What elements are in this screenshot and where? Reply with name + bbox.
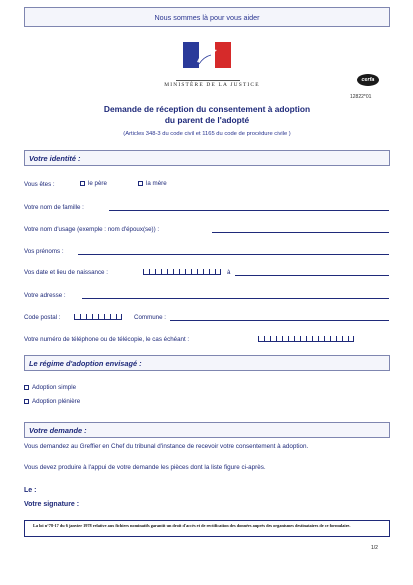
section-regime	[24, 355, 390, 371]
option-pere-label: le père	[88, 180, 107, 187]
checkbox-pleniere[interactable]	[24, 399, 29, 404]
form-title	[24, 104, 390, 125]
adresse-label: Votre adresse :	[24, 292, 66, 299]
checkbox-simple[interactable]	[24, 385, 29, 390]
prenoms-label: Vos prénoms :	[24, 248, 64, 255]
help-banner-text: Nous sommes là pour vous aider	[154, 12, 260, 22]
demande-paragraph-1: Vous demandez au Greffier en Chef du tribunal d'instance de recevoir votre consentement à adoption.	[24, 443, 309, 450]
cerfa-logo	[357, 74, 379, 86]
section-regime-title: Le régime d'adoption envisagé :	[29, 358, 142, 368]
section-identity-title: Votre identité :	[29, 153, 81, 163]
telephone-label: Votre numéro de téléphone ou de télécopie, le cas échéant :	[24, 336, 190, 343]
commune-label: Commune :	[134, 314, 166, 321]
section-demande	[24, 422, 390, 438]
option-simple-label: Adoption simple	[32, 384, 77, 391]
ministry-name: MINISTÈRE DE LA JUSTICE	[164, 82, 260, 88]
checkbox-pere[interactable]	[80, 181, 85, 186]
code-postal-boxes[interactable]	[74, 313, 122, 320]
option-pleniere-label: Adoption plénière	[32, 398, 81, 405]
help-banner	[24, 7, 390, 27]
form-title-line1: Demande de réception du consentement à adoption	[103, 104, 311, 114]
form-title-line2: du parent de l'adopté	[164, 114, 250, 125]
cerfa-number: 12822*01	[350, 94, 372, 100]
cnil-notice-text: La loi n°78-17 du 6 janvier 1978 relative aux fichiers nominatifs garantit un droit d'accès et de rectification des données auprès des organismes destinataires de ce formulaire.	[33, 523, 351, 528]
signature-label: Votre signature :	[24, 501, 80, 508]
adresse-input[interactable]	[82, 298, 389, 299]
naissance-a-label: à	[227, 269, 231, 276]
nom-famille-input[interactable]	[109, 210, 389, 211]
option-mere[interactable]	[138, 180, 167, 187]
option-pere[interactable]	[80, 180, 107, 187]
checkbox-mere[interactable]	[138, 181, 143, 186]
naissance-lieu-input[interactable]	[235, 275, 389, 276]
option-mere-label: la mère	[146, 180, 167, 187]
page-number: 1/2	[371, 545, 378, 551]
gender-field	[24, 181, 55, 188]
commune-input[interactable]	[170, 320, 389, 321]
marianne-logo-icon	[183, 42, 231, 68]
cerfa-logo-text: cerfa	[361, 77, 375, 83]
cnil-notice	[24, 520, 390, 537]
option-simple[interactable]	[24, 384, 76, 391]
gender-label: Vous êtes :	[24, 181, 55, 188]
nom-usage-label: Votre nom d'usage (exemple : nom d'époux(se)) :	[24, 226, 160, 233]
nom-usage-input[interactable]	[212, 232, 389, 233]
section-demande-title: Votre demande :	[29, 425, 87, 435]
naissance-label: Vos date et lieu de naissance :	[24, 269, 108, 276]
demande-paragraph-2: Vous devez produire à l'appui de votre demande les pièces dont la liste figure ci-après.	[24, 464, 266, 471]
option-pleniere[interactable]	[24, 398, 80, 405]
telephone-boxes[interactable]	[258, 335, 354, 342]
prenoms-input[interactable]	[78, 254, 389, 255]
form-subtitle: (Articles 348-3 du code civil et 1165 du code de procédure civile )	[123, 131, 291, 137]
nom-famille-label: Votre nom de famille :	[24, 204, 84, 211]
date-label: Le :	[24, 487, 37, 494]
naissance-date-boxes[interactable]	[143, 268, 221, 275]
section-identity	[24, 150, 390, 166]
code-postal-label: Code postal :	[24, 314, 61, 321]
ministry-rule	[176, 80, 240, 81]
